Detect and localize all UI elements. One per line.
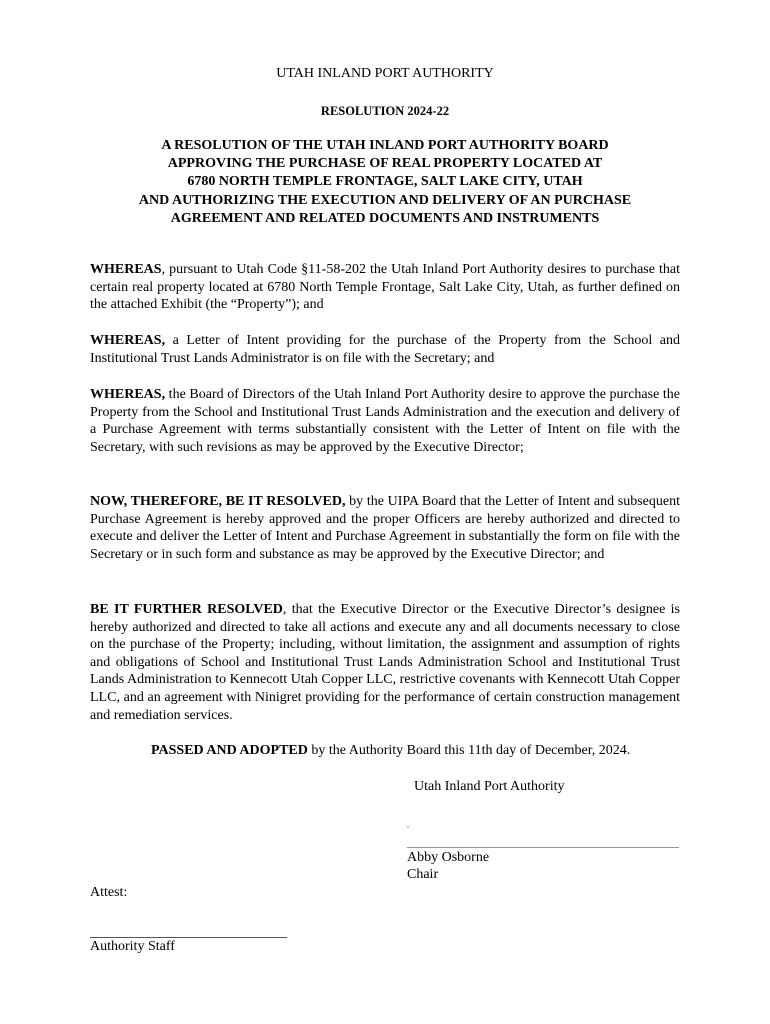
paragraph-text: by the UIPA Board that the Letter of Intent and subsequent Purchase Agreement is hereby approved and the proper Officers are hereby authorized and directed to execute and deliver the Letter of Intent and Purchase Agreement in substantially the form on file with the Secretary or in such form and substance as may be approved by the Executive Director; and <box>90 494 680 562</box>
passed-lead: PASSED AND ADOPTED <box>151 743 308 758</box>
whereas-paragraph-2 <box>90 332 680 367</box>
signer-title: Chair <box>407 867 439 882</box>
paragraph-lead: WHEREAS, <box>90 387 166 402</box>
paragraph-lead: BE IT FURTHER RESOLVED <box>90 602 283 617</box>
signature-organization: Utah Inland Port Authority <box>414 779 565 794</box>
signature-line <box>407 847 679 848</box>
attest-staff-label: Authority Staff <box>90 939 175 954</box>
attest-signature-line <box>90 937 287 938</box>
authority-heading: UTAH INLAND PORT AUTHORITY <box>276 66 494 81</box>
title-line: A RESOLUTION OF THE UTAH INLAND PORT AUTHORITY BOARD <box>161 138 609 153</box>
paragraph-text: , that the Executive Director or the Executive Director’s designee is hereby authorized and directed to take all actions and execute any and all documents necessary to close on the purchase of the Property; including, without limitation, the assignment and assumption of rights and obligations of School and Institutional Trust Lands Administration School and Institutional Trust Lands Administration to Kennecott Utah Copper LLC, restrictive covenants with Kennecott Utah Copper LLC, and an agreement with Ninigret providing for the performance of certain construction management and remediation services. <box>90 602 681 723</box>
paragraph-lead: WHEREAS, <box>90 333 166 348</box>
further-resolved-paragraph <box>90 601 680 724</box>
passed-text: by the Authority Board this 11th day of December, 2024. <box>307 743 631 758</box>
whereas-paragraph-3 <box>90 386 680 456</box>
signature-mark <box>407 826 409 828</box>
title-line: APPROVING THE PURCHASE OF REAL PROPERTY LOCATED AT <box>167 156 603 172</box>
paragraph-lead: WHEREAS <box>90 262 162 277</box>
title-line: 6780 NORTH TEMPLE FRONTAGE, SALT LAKE CITY, UTAH <box>187 174 583 190</box>
resolved-paragraph <box>90 493 680 563</box>
paragraph-text: , pursuant to Utah Code §11-58-202 the Utah Inland Port Authority desires to purchase that certain real property located at 6780 North Temple Frontage, Salt Lake City, Utah, as further defined on the attached Exhibit (the “Property”); and <box>90 262 680 313</box>
paragraph-text: a Letter of Intent providing for the purchase of the Property from the School and Institutional Trust Lands Administrator is on file with the Secretary; and <box>90 333 680 366</box>
title-line: AGREEMENT AND RELATED DOCUMENTS AND INSTRUMENTS <box>170 210 600 226</box>
resolution-title <box>90 137 680 228</box>
resolution-number: RESOLUTION 2024-22 <box>320 104 450 118</box>
title-line: AND AUTHORIZING THE EXECUTION AND DELIVERY OF AN PURCHASE <box>138 192 632 208</box>
signer-name: Abby Osborne <box>407 850 490 865</box>
passed-adopted-line <box>151 743 630 759</box>
attest-label: Attest: <box>90 885 128 900</box>
paragraph-lead: NOW, THEREFORE, BE IT RESOLVED, <box>90 494 346 509</box>
paragraph-text: the Board of Directors of the Utah Inland Port Authority desire to approve the purchase the Property from the School and Institutional Trust Lands Administration and the execution and delivery of a Purchase Agreement with terms substantially consistent with the Letter of Intent on file with the Secretary, with such revisions as may be approved by the Executive Director; <box>90 387 680 455</box>
whereas-paragraph-1 <box>90 261 680 314</box>
